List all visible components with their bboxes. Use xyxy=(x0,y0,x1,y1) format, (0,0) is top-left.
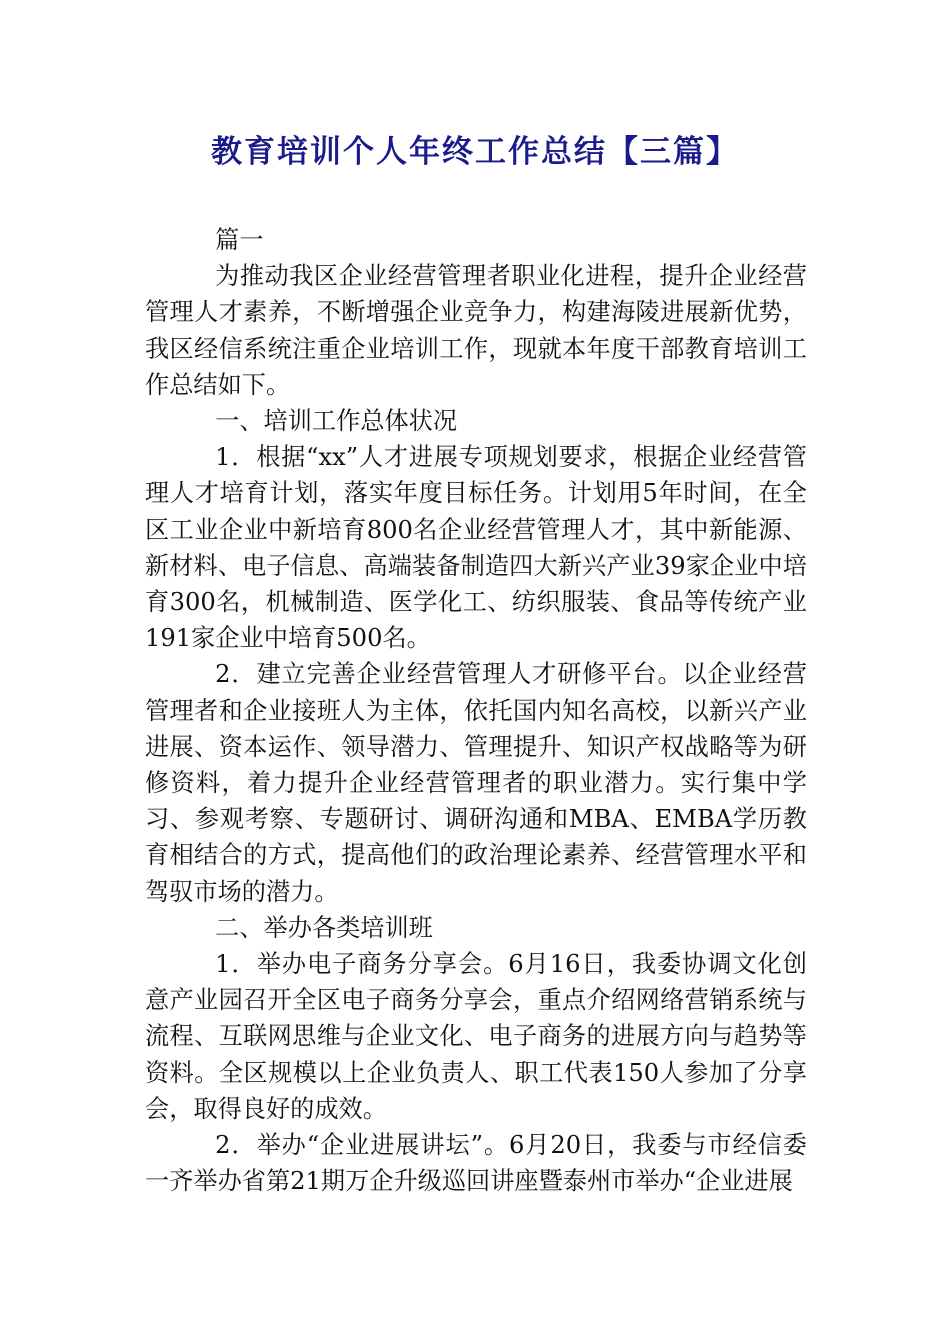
paragraph-item-2-2: 2．举办“企业进展讲坛”。6月20日，我委与市经信委一齐举办省第21期万企升级巡回讲座暨泰州市举办“企业进展 xyxy=(145,1131,807,1196)
paragraph-section-heading: 篇一 xyxy=(215,226,264,254)
paragraph-item-1-2: 2．建立完善企业经营管理人才研修平台。以企业经营管理者和企业接班人为主体，依托国内知名高校，以新兴产业进展、资本运作、领导潜力、管理提升、知识产权战略等为研修资料，着力提升企业经营管理者的职业潜力。实行集中学习、参观考察、专题研讨、调研沟通和MBA、EMBA学历教育相结合的方式，提高他们的政治理论素养、经营管理水平和驾驭市场的潜力。 xyxy=(145,660,807,906)
document-title: 教育培训个人年终工作总结【三篇】 xyxy=(211,134,739,170)
paragraph-intro: 为推动我区企业经营管理者职业化进程，提升企业经营管理人才素养，不断增强企业竞争力，构建海陵进展新优势，我区经信系统注重企业培训工作，现就本年度干部教育培训工作总结如下。 xyxy=(145,262,807,399)
paragraph-item-2-1: 1．举办电子商务分享会。6月16日，我委协调文化创意产业园召开全区电子商务分享会，重点介绍网络营销系统与流程、互联网思维与企业文化、电子商务的进展方向与趋势等资料。全区规模以上企业负责人、职工代表150人参加了分享会，取得良好的成效。 xyxy=(145,950,807,1123)
document-body xyxy=(145,222,807,1199)
paragraph-heading-2: 二、举办各类培训班 xyxy=(215,913,433,942)
paragraph-item-1-1: 1．根据“xx”人才进展专项规划要求，根据企业经营管理人才培育计划，落实年度目标任务。计划用5年时间，在全区工业企业中新培育800名企业经营管理人才，其中新能源、新材料、电子信息、高端装备制造四大新兴产业39家企业中培育300名，机械制造、医学化工、纺织服装、食品等传统产业191家企业中培育500名。 xyxy=(145,443,807,653)
paragraph-heading-1: 一、培训工作总体状况 xyxy=(215,407,458,436)
